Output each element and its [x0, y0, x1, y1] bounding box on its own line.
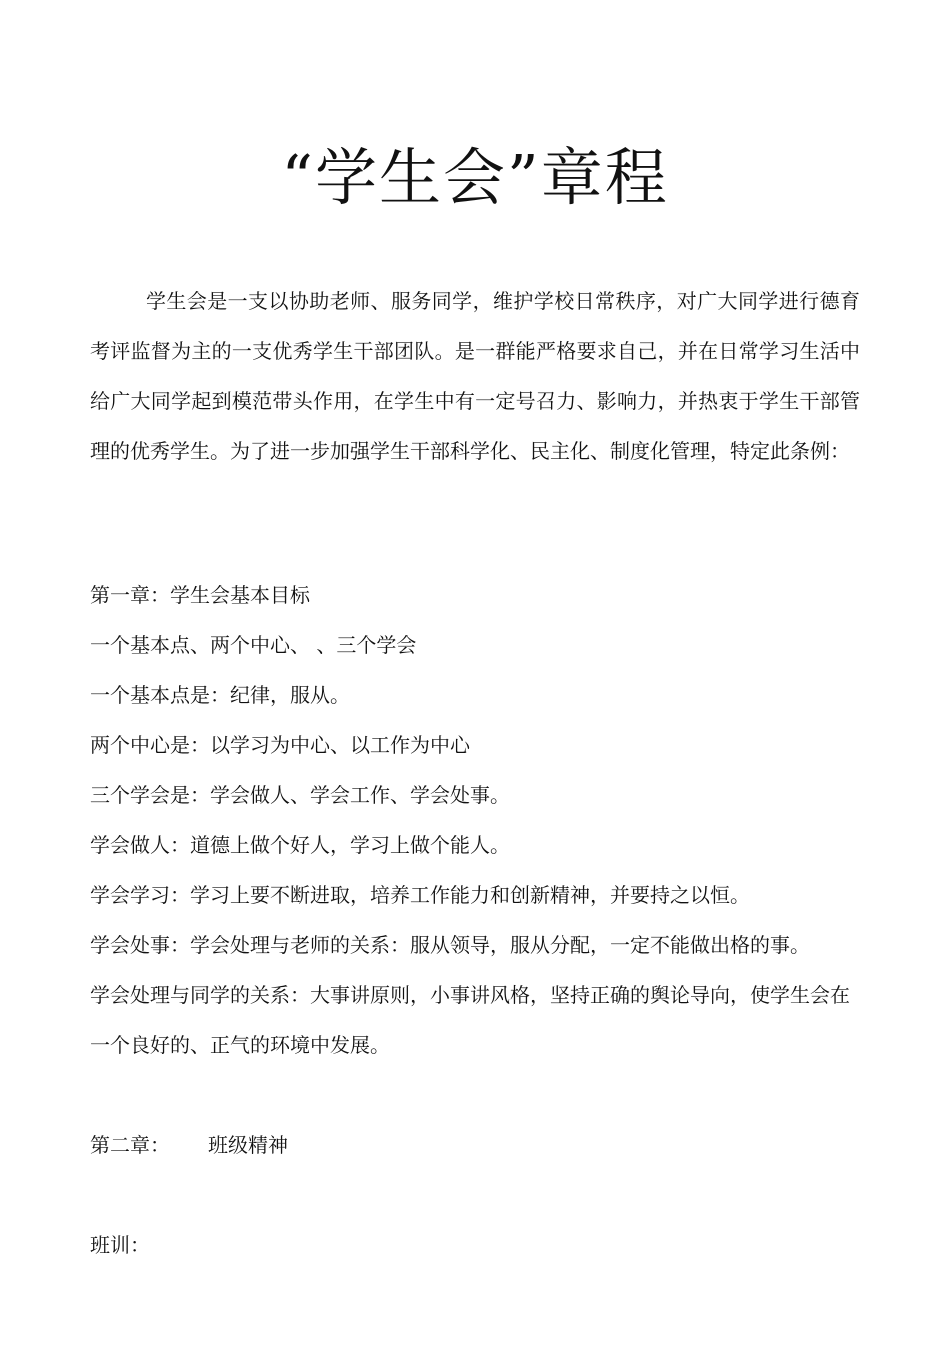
- chapter1-line: 学会处事：学会处理与老师的关系：服从领导，服从分配，一定不能做出格的事。: [90, 933, 810, 957]
- intro-paragraph: 学生会是一支以协助老师、服务同学，维护学校日常秩序，对广大同学进行德育考评监督为主的一支优秀学生干部团队。是一群能严格要求自己，并在日常学习生活中给广大同学起到模范带头作用，在学生中有一定号召力、影响力，并热衷于学生干部管理的优秀学生。为了进一步加强学生干部科学化、民主化、制度化管理，特定此条例：: [90, 289, 860, 463]
- chapter2-heading: [90, 1120, 860, 1170]
- motto-label: 班训：: [90, 1233, 150, 1257]
- chapter1-line: 一个基本点、两个中心、 、三个学会: [90, 633, 417, 657]
- chapter1-line: 两个中心是：以学习为中心、以工作为中心: [90, 733, 470, 757]
- chapter1-line: 三个学会是：学会做人、学会工作、学会处事。: [90, 783, 510, 807]
- chapter1-line: 学会处理与同学的关系：大事讲原则，小事讲风格，坚持正确的舆论导向，使学生会在一个良好的、正气的环境中发展。: [90, 983, 850, 1057]
- chapter1-line: 学会做人：道德上做个好人，学习上做个能人。: [90, 833, 510, 857]
- document-title: “学生会”章程: [281, 141, 669, 214]
- chapter2-title: 班级精神: [208, 1133, 288, 1157]
- chapter1-heading: 第一章：学生会基本目标: [90, 583, 310, 607]
- chapter1-line: 一个基本点是：纪律，服从。: [90, 683, 350, 707]
- chapter1-line: 学会学习：学习上要不断进取，培养工作能力和创新精神，并要持之以恒。: [90, 883, 750, 907]
- chapter2-label: 第二章：: [90, 1133, 170, 1157]
